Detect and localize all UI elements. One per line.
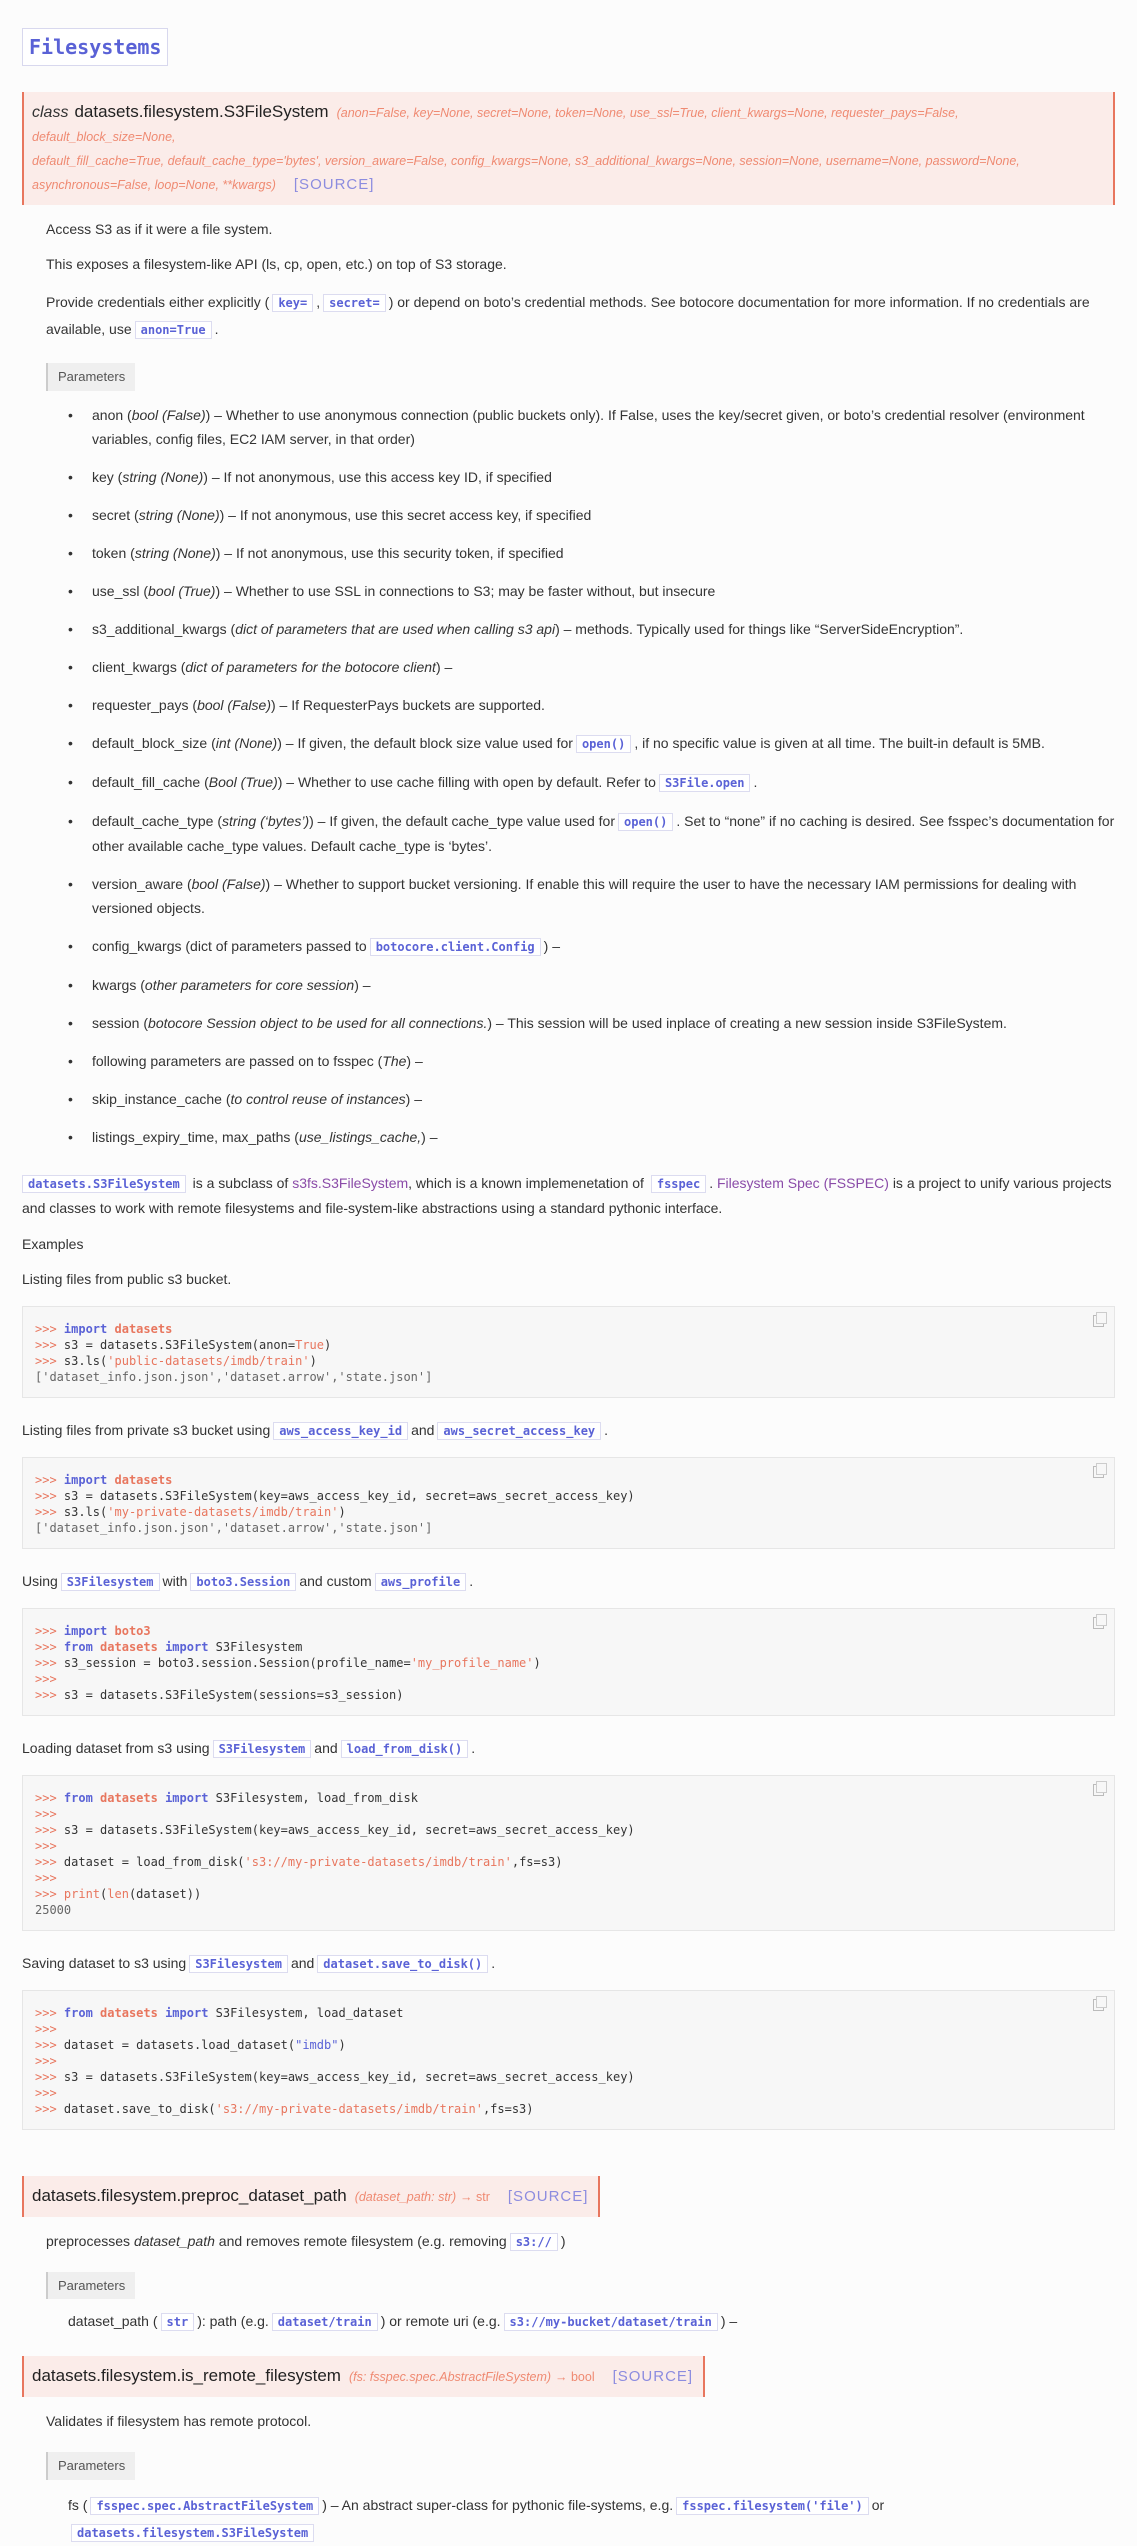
isremote-signature	[22, 2356, 705, 2397]
param-default-cache-type: • default_cache_type (string (‘bytes’)) – If given, the default cache_type value used for open() . Set to “none” if no caching is desired. See fsspec’s documentation for other available cache_type values. Default cache_type is ‘bytes’.	[68, 809, 1115, 858]
param-version-aware: • version_aware (bool (False)) – Whether to support bucket versioning. If enable this will require the user to have the necessary IAM permissions for dealing with versioned objects.	[68, 872, 1115, 920]
param-token: • token (string (None)) – If not anonymous, use this security token, if specified	[68, 541, 1115, 565]
isremote-source-link[interactable]: [SOURCE]	[612, 2368, 694, 2385]
s3-desc-1: Access S3 as if it were a file system.	[46, 221, 273, 237]
param-key: • key (string (None)) – If not anonymous, use this access key ID, if specified	[68, 465, 1115, 489]
s3filesystem-code: datasets.filesystem.S3FileSystem	[71, 2524, 314, 2542]
preproc-signature	[22, 2176, 600, 2217]
boto3-session-code: boto3.Session	[190, 1573, 296, 1591]
preproc-name: datasets.filesystem.preproc_dataset_path	[32, 2185, 347, 2205]
param-listings-expiry: • listings_expiry_time, max_paths (use_listings_cache,) –	[68, 1125, 1115, 1149]
parameters-label: Parameters	[46, 363, 135, 391]
code-block-2: >>> import datasets >>> s3 = datasets.S3FileSystem(key=aws_access_key_id, secret=aws_secret_access_key) >>> s3.ls('my-private-datasets/imdb/train') ['dataset_info.json.json','dataset.arrow','state.json']	[22, 1457, 1115, 1549]
copy-icon[interactable]	[1093, 1315, 1104, 1327]
param-following: • following parameters are passed on to fsspec (The) –	[68, 1049, 1115, 1073]
save-to-disk-code: dataset.save_to_disk()	[317, 1955, 488, 1973]
s3filesystem-name: datasets.filesystem.S3FileSystem	[74, 102, 329, 121]
preproc-param-dataset-path: dataset_path ( str ): path (e.g. dataset/train ) or remote uri (e.g. s3://my-bucket/dataset/train ) –	[68, 2313, 738, 2329]
param-use-ssl: • use_ssl (bool (True)) – Whether to use SSL in connections to S3; may be faster without, but insecure	[68, 579, 1115, 603]
load-from-disk-code: load_from_disk()	[341, 1740, 469, 1758]
text: ) or depend on boto’s credential methods. See botocore documentation for more information. If no credentials are available, use	[46, 294, 1090, 337]
s3filesystem-params-3: asynchronous=False, loop=None, **kwargs)	[32, 178, 276, 192]
preproc-desc: preprocesses dataset_path and removes remote filesystem (e.g. removing s3:// )	[46, 2232, 566, 2249]
s3file-open-code[interactable]: S3File.open	[659, 774, 750, 792]
s3-uri-code: s3://my-bucket/dataset/train	[504, 2313, 718, 2331]
aws-secret-key-code: aws_secret_access_key	[437, 1422, 601, 1440]
param-anon: • anon (bool (False)) – Whether to use anonymous connection (public buckets only). If False, uses the key/secret given, or boto’s credential resolver (environment variables, config files, EC2 IAM server, in that order)	[68, 403, 1115, 451]
example-1-intro: Listing files from public s3 bucket.	[22, 1270, 232, 1287]
example-2-intro: Listing files from private s3 bucket using aws_access_key_id and aws_secret_access_key .	[22, 1421, 609, 1438]
fsspec-link[interactable]: Filesystem Spec (FSSPEC)	[716, 1174, 889, 1191]
param-config-kwargs: • config_kwargs (dict of parameters passed to botocore.client.Config ) –	[68, 934, 1115, 959]
preproc-params: (dataset_path: str)	[354, 2189, 457, 2204]
s3filesystem-params-1: (anon=False, key=None, secret=None, token=None, use_ssl=True, client_kwargs=None, requester_pays=False, default_block_size=None,	[32, 106, 959, 144]
fsspec-code: fsspec	[651, 1175, 706, 1193]
param-skip-instance-cache: • skip_instance_cache (to control reuse of instances) –	[68, 1087, 1115, 1111]
preproc-source-link[interactable]: [SOURCE]	[507, 2187, 589, 2205]
code-block-5: >>> from datasets import S3Filesystem, load_dataset >>> >>> dataset = datasets.load_dataset("imdb") >>> >>> s3 = datasets.S3FileSystem(key=aws_access_key_id, secret=aws_secret_access_key) >>> >>> dataset.save_to_disk('s3://my-private-datasets/imdb/train',fs=s3)	[22, 1990, 1115, 2130]
parameters-label: Parameters	[46, 2272, 135, 2300]
param-client-kwargs: • client_kwargs (dict of parameters for the botocore client) –	[68, 655, 1115, 679]
s3filesystem-params-2: default_fill_cache=True, default_cache_type='bytes', version_aware=False, config_kwargs=None, s3_additional_kwargs=None, session=None, username=None, password=None,	[32, 154, 1020, 168]
isremote-name: datasets.filesystem.is_remote_filesystem	[32, 2366, 341, 2385]
s3fs-link[interactable]: s3fs.S3FileSystem	[292, 1174, 409, 1191]
anon-code: anon=True	[135, 321, 212, 339]
str-code: str	[161, 2313, 195, 2331]
botocore-config-code[interactable]: botocore.client.Config	[370, 938, 541, 956]
text: ,	[316, 294, 321, 310]
isremote-param-fs: fs ( fsspec.spec.AbstractFileSystem ) – An abstract super-class for pythonic file-systems, e.g. fsspec.filesystem('file') or datasets.filesystem.S3FileSystem	[68, 2496, 885, 2540]
aws-profile-code: aws_profile	[375, 1573, 466, 1591]
copy-icon[interactable]	[1093, 1466, 1104, 1478]
preproc-return: → str	[460, 2189, 490, 2204]
s3-scheme-code: s3://	[510, 2233, 558, 2251]
example-5-intro: Saving dataset to s3 using S3Filesystem and dataset.save_to_disk() .	[22, 1954, 496, 1971]
subclass-note: datasets.S3FileSystem is a subclass of s3fs.S3FileSystem, which is a known implemenetation of fsspec . Filesystem Spec (FSSPEC) is a project to unify various projects and classes to work with remote filesystems and file-system-like abstractions using a standard pythonic interface.	[22, 1174, 1112, 1216]
code-block-3: >>> import boto3 >>> from datasets import S3Filesystem >>> s3_session = boto3.session.Session(profile_name='my_profile_name') >>> >>> s3 = datasets.S3FileSystem(sessions=s3_session)	[22, 1608, 1115, 1716]
param-secret: • secret (string (None)) – If not anonymous, use this secret access key, if specified	[68, 503, 1115, 527]
examples-heading: Examples	[22, 1235, 84, 1252]
text: .	[214, 321, 219, 337]
abstract-filesystem-code: fsspec.spec.AbstractFileSystem	[90, 2497, 319, 2515]
isremote-return: → bool	[554, 2370, 595, 2384]
param-kwargs: • kwargs (other parameters for core session) –	[68, 973, 1115, 997]
s3-desc-2: This exposes a filesystem-like API (ls, cp, open, etc.) on top of S3 storage.	[46, 256, 507, 272]
s3filesystem-code: S3Filesystem	[213, 1740, 312, 1758]
code-block-1: >>> import datasets >>> s3 = datasets.S3FileSystem(anon=True) >>> s3.ls('public-datasets/imdb/train') ['dataset_info.json.json','dataset.arrow','state.json']	[22, 1306, 1115, 1398]
page-title: Filesystems	[22, 28, 168, 66]
class-keyword: class	[32, 104, 69, 121]
copy-icon[interactable]	[1093, 1617, 1104, 1629]
s3filesystem-source-link[interactable]: [SOURCE]	[293, 176, 375, 193]
fsspec-filesystem-code: fsspec.filesystem('file')	[676, 2497, 869, 2515]
parameters-label: Parameters	[46, 2452, 135, 2480]
isremote-desc: Validates if filesystem has remote protocol.	[46, 2413, 312, 2429]
aws-access-key-code: aws_access_key_id	[273, 1422, 408, 1440]
s3filesystem-code: S3Filesystem	[61, 1573, 160, 1591]
example-4-intro: Loading dataset from s3 using S3Filesystem and load_from_disk() .	[22, 1739, 476, 1756]
s3filesystem-signature	[22, 92, 1115, 205]
dataset-train-code: dataset/train	[272, 2313, 378, 2331]
copy-icon[interactable]	[1093, 1999, 1104, 2011]
param-s3-additional-kwargs: • s3_additional_kwargs (dict of parameters that are used when calling s3 api) – methods. Typically used for things like “ServerSideEncryption”.	[68, 617, 1115, 641]
parameter-list	[46, 403, 1115, 1149]
s3-desc-3	[46, 289, 1115, 343]
copy-icon[interactable]	[1093, 1784, 1104, 1796]
example-3-intro: Using S3Filesystem with boto3.Session and custom aws_profile .	[22, 1572, 474, 1589]
isremote-params: (fs: fsspec.spec.AbstractFileSystem)	[348, 2370, 552, 2384]
text: Provide credentials either explicitly (	[46, 294, 270, 310]
key-code: key=	[272, 294, 313, 312]
s3filesystem-code: datasets.S3FileSystem	[22, 1175, 186, 1193]
code-block-4: >>> from datasets import S3Filesystem, load_from_disk >>> >>> s3 = datasets.S3FileSystem(key=aws_access_key_id, secret=aws_secret_access_key) >>> >>> dataset = load_from_disk('s3://my-private-datasets/imdb/train',fs=s3) >>> >>> print(len(dataset)) 25000	[22, 1775, 1115, 1931]
param-session: • session (botocore Session object to be used for all connections.) – This session will be used inplace of creating a new session inside S3FileSystem.	[68, 1011, 1115, 1035]
s3filesystem-code: S3Filesystem	[189, 1955, 288, 1973]
open-code[interactable]: open()	[576, 735, 631, 753]
param-default-fill-cache: • default_fill_cache (Bool (True)) – Whether to use cache filling with open by default. Refer to S3File.open .	[68, 770, 1115, 795]
param-requester-pays: • requester_pays (bool (False)) – If RequesterPays buckets are supported.	[68, 693, 1115, 717]
open-code[interactable]: open()	[618, 813, 673, 831]
secret-code: secret=	[323, 294, 386, 312]
param-default-block-size: • default_block_size (int (None)) – If given, the default block size value used for open() , if no specific value is given at all time. The built-in default is 5MB.	[68, 731, 1115, 756]
